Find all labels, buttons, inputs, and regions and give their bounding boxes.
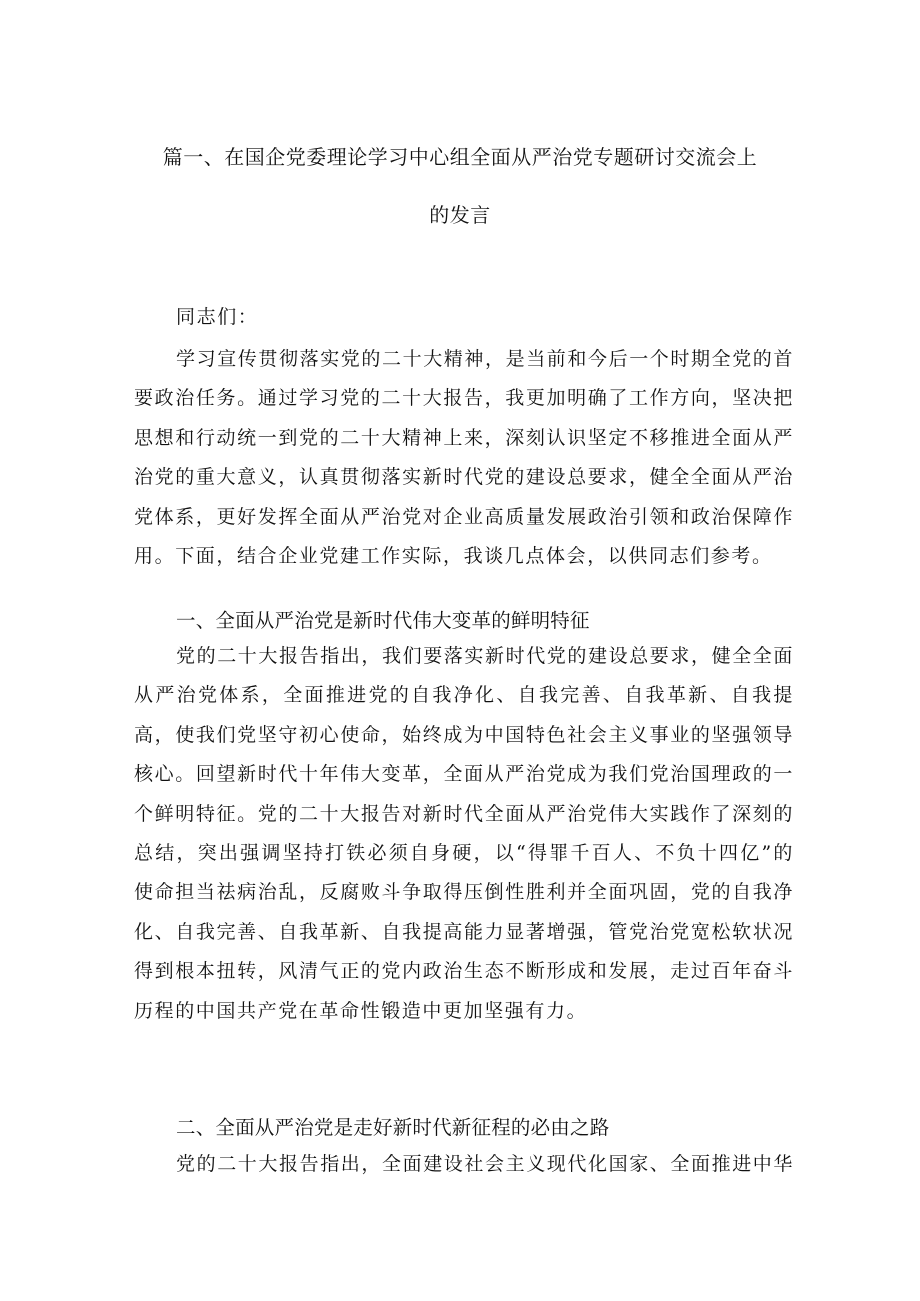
section-1-paragraph-block [134,637,794,1031]
section-1-heading: 一、全面从严治党是新时代伟大变革的鲜明特征 [176,609,590,632]
document-title-line-1: 篇一、在国企党委理论学习中心组全面从严治党专题研讨交流会上 [162,145,758,169]
section-1-paragraph: 党的二十大报告指出，我们要落实新时代党的建设总要求，健全全面从严治党体系，全面推进党的自我净化、自我完善、自我革新、自我提高，使我们党坚守初心使命，始终成为中国特色社会主义事业的坚强领导核心。回望新时代十年伟大变革，全面从严治党成为我们党治国理政的一个鲜明特征。党的二十大报告对新时代全面从严治党伟大实践作了深刻的总结，突出强调坚持打铁必须自身硬，以“得罪千百人、不负十四亿”的使命担当祛病治乱，反腐败斗争取得压倒性胜利并全面巩固，党的自我净化、自我完善、自我革新、自我提高能力显著增强，管党治党宽松软状况得到根本扭转，风清气正的党内政治生态不断形成和发展，走过百年奋斗历程的中国共产党在革命性锻造中更加坚强有力。 [134,645,795,1022]
document-title-line-2: 的发言 [429,203,491,227]
section-2-paragraph-block [134,1145,794,1184]
section-2-heading: 二、全面从严治党是走好新时代新征程的必由之路 [176,1116,610,1139]
salutation: 同志们： [176,306,259,328]
intro-paragraph-block [134,340,794,576]
intro-paragraph: 学习宣传贯彻落实党的二十大精神，是当前和今后一个时期全党的首要政治任务。通过学习党的二十大报告，我更加明确了工作方向，坚决把思想和行动统一到党的二十大精神上来，深刻认识坚定不移推进全面从严治党的重大意义，认真贯彻落实新时代党的建设总要求，健全全面从严治党体系，更好发挥全面从严治党对企业高质量发展政治引领和政治保障作用。下面，结合企业党建工作实际，我谈几点体会，以供同志们参考。 [134,348,795,568]
section-2-paragraph: 党的二十大报告指出，全面建设社会主义现代化国家、全面推进中华 [176,1153,795,1175]
